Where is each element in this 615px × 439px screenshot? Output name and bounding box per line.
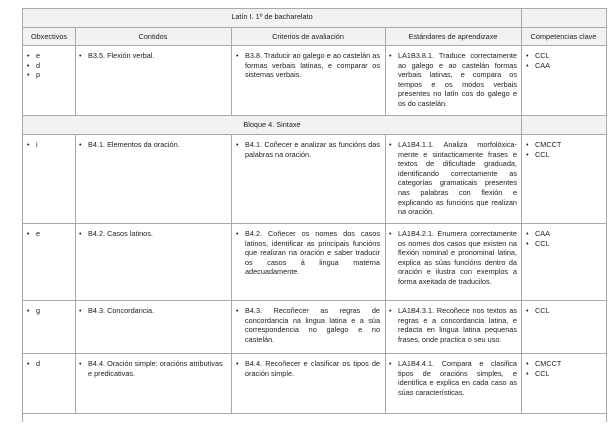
criteria-item: • B4.1. Coñecer e analizar as funcións das palabras na oración. xyxy=(236,140,380,159)
competences-cell xyxy=(526,229,604,248)
objective-item: • e xyxy=(27,229,73,239)
content-cell xyxy=(79,229,227,239)
criteria-item: • B4.2. Coñecer os nomes dos casos latinos, identificar as principais funcións que realizan na oración e saber traducir os casos á lingua materna adecuadamente. xyxy=(236,229,380,277)
block-title: Bloque 4. Sintaxe xyxy=(243,120,301,129)
competence-item: • CCL xyxy=(526,369,604,379)
objectives-cell xyxy=(27,51,73,80)
objective-item: • p xyxy=(27,70,73,80)
standard-item: • LA1B4.1.1. Analiza morfolóxica-mente e sintacticamente frases e textos de dificultade graduada, identificando correctamente as categorías gramaticais presentes nas palabras con flexión e explicando as funcións que realizan na oración. xyxy=(389,140,517,217)
objective-item: • d xyxy=(27,61,73,71)
criteria-cell xyxy=(236,359,380,378)
competences-cell xyxy=(526,51,604,70)
criteria-item: • B3.8. Traducir ao galego e ao castelán as formas verbais latinas, e comparar os sistemas verbais. xyxy=(236,51,380,80)
content-cell xyxy=(79,306,227,316)
standard-cell xyxy=(389,229,517,287)
competence-item: • CAA xyxy=(526,229,604,239)
header-estandares: Estándares de aprendizaxe xyxy=(408,32,498,41)
competence-item: • CCL xyxy=(526,51,604,61)
criteria-cell xyxy=(236,229,380,277)
rule xyxy=(23,223,606,224)
col-rule xyxy=(521,8,522,413)
content-cell xyxy=(79,140,227,150)
objectives-cell xyxy=(27,140,73,150)
rule xyxy=(23,413,606,414)
header-obxectivos: Obxectivos xyxy=(30,32,68,41)
content-cell xyxy=(79,51,227,61)
competence-item: • CCL xyxy=(526,150,604,160)
competences-cell xyxy=(526,140,604,159)
criteria-cell xyxy=(236,140,380,159)
rule xyxy=(23,353,606,354)
col-rule xyxy=(231,134,232,413)
standard-item: • LA1B4.4.1. Compara e clasifica tipos de oracións simples, e identifica e explica en cada caso as súas características. xyxy=(389,359,517,397)
content-item: • B4.1. Elementos da oración. xyxy=(79,140,227,150)
criteria-item: • B4.4. Recoñecer e clasificar os tipos de oración simple. xyxy=(236,359,380,378)
rule xyxy=(23,45,606,46)
header-criterios: Criterios de avaliación xyxy=(272,32,344,41)
table-title: Latín I. 1º de bacharelato xyxy=(231,12,313,21)
content-item: • B4.2. Casos latinos. xyxy=(79,229,227,239)
standard-cell xyxy=(389,140,517,217)
criteria-cell xyxy=(236,306,380,344)
content-cell xyxy=(79,359,227,378)
col-rule xyxy=(385,134,386,413)
criteria-item: • B4.3. Recoñecer as regras de concordancia na lingua latina e a súa correspondencia no galego e no castelán. xyxy=(236,306,380,344)
rule xyxy=(23,115,606,116)
header-contidos: Contidos xyxy=(138,32,168,41)
objective-item: • i xyxy=(27,140,73,150)
content-item: • B4.4. Oración simple: oracións atributivas e predicativas. xyxy=(79,359,227,378)
rule xyxy=(23,300,606,301)
objectives-cell xyxy=(27,306,73,316)
standard-cell xyxy=(389,306,517,344)
content-item: • B3.5. Flexión verbal. xyxy=(79,51,227,61)
competence-item: • CAA xyxy=(526,61,604,71)
standard-item: • LA1B3.8.1. Traduce correctamente ao galego e ao castelán formas verbais latinas, e compara os tempos e os modos verbais presentes no latín cos do galego e os do castelán. xyxy=(389,51,517,109)
curriculum-table xyxy=(22,8,607,422)
competences-cell xyxy=(526,359,604,378)
rule xyxy=(23,134,606,135)
standard-cell xyxy=(389,51,517,109)
competence-item: • CCL xyxy=(526,239,604,249)
objectives-cell xyxy=(27,229,73,239)
competences-cell xyxy=(526,306,604,316)
objectives-cell xyxy=(27,359,73,369)
header-competencias: Competencias clave xyxy=(530,32,597,41)
competence-item: • CMCCT xyxy=(526,140,604,150)
objective-item: • g xyxy=(27,306,73,316)
rule xyxy=(23,27,606,28)
standard-item: • LA1B4.2.1. Enumera correctamente os nomes dos casos que existen na flexión nominal e pronominal latina, explica as súas funcións dentro da oración e ilustra con exemplos a forma axeitada de traducilos. xyxy=(389,229,517,287)
content-item: • B4.3. Concordancia. xyxy=(79,306,227,316)
objective-item: • e xyxy=(27,51,73,61)
criteria-cell xyxy=(236,51,380,80)
rule xyxy=(23,8,606,9)
competence-item: • CMCCT xyxy=(526,359,604,369)
objective-item: • d xyxy=(27,359,73,369)
standard-cell xyxy=(389,359,517,397)
standard-item: • LA1B4.3.1. Recoñece nos textos as regras e a concordancia latina, e redacta en lingua latina pequenas frases, onde practica o seu uso. xyxy=(389,306,517,344)
col-rule xyxy=(75,134,76,413)
competence-item: • CCL xyxy=(526,306,604,316)
